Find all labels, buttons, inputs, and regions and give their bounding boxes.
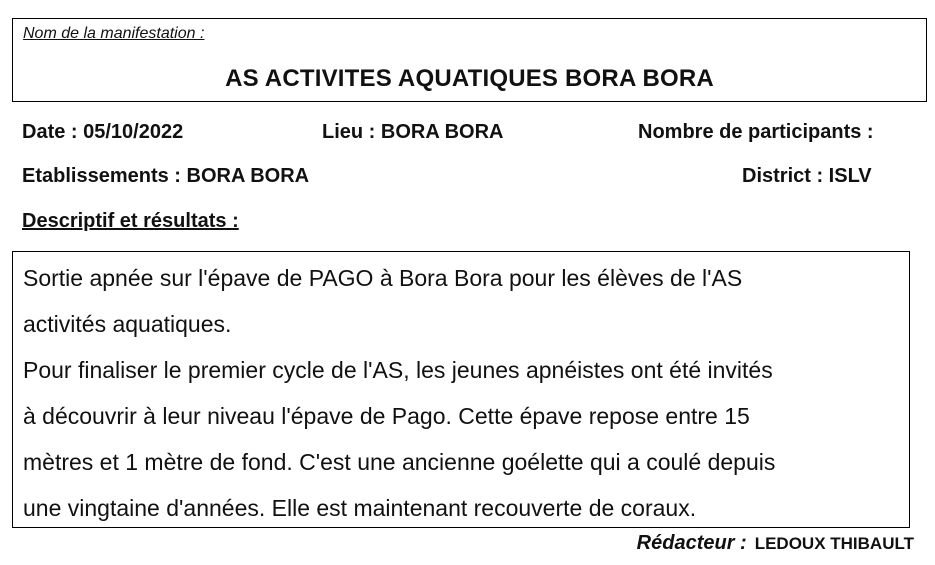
description-line: à découvrir à leur niveau l'épave de Pago. Cette épave repose entre 15: [23, 403, 750, 429]
author-line: [637, 532, 914, 555]
establishments-field: Etablissements : BORA BORA: [22, 165, 310, 187]
date-field: Date : 05/10/2022: [22, 121, 184, 143]
location-field: Lieu : BORA BORA: [322, 121, 504, 143]
district-field: District : ISLV: [742, 165, 872, 187]
description-text: [23, 255, 901, 531]
description-box: [12, 251, 910, 528]
participants-field: Nombre de participants :: [638, 121, 874, 143]
description-line: Sortie apnée sur l'épave de PAGO à Bora Bora pour les élèves de l'AS: [23, 265, 743, 291]
event-name-label: Nom de la manifestation :: [23, 25, 205, 42]
author-name: LEDOUX THIBAULT: [754, 534, 914, 553]
event-name-box: [12, 18, 927, 102]
description-line: Pour finaliser le premier cycle de l'AS, les jeunes apnéistes ont été invités: [23, 357, 773, 383]
description-label: Descriptif et résultats :: [22, 210, 239, 232]
event-title: AS ACTIVITES AQUATIQUES BORA BORA: [225, 65, 714, 92]
description-line: activités aquatiques.: [23, 311, 232, 337]
author-label: Rédacteur :: [636, 532, 747, 554]
description-line: mètres et 1 mètre de fond. C'est une ancienne goélette qui a coulé depuis: [23, 449, 776, 475]
description-line: une vingtaine d'années. Elle est maintenant recouverte de coraux.: [23, 495, 697, 521]
